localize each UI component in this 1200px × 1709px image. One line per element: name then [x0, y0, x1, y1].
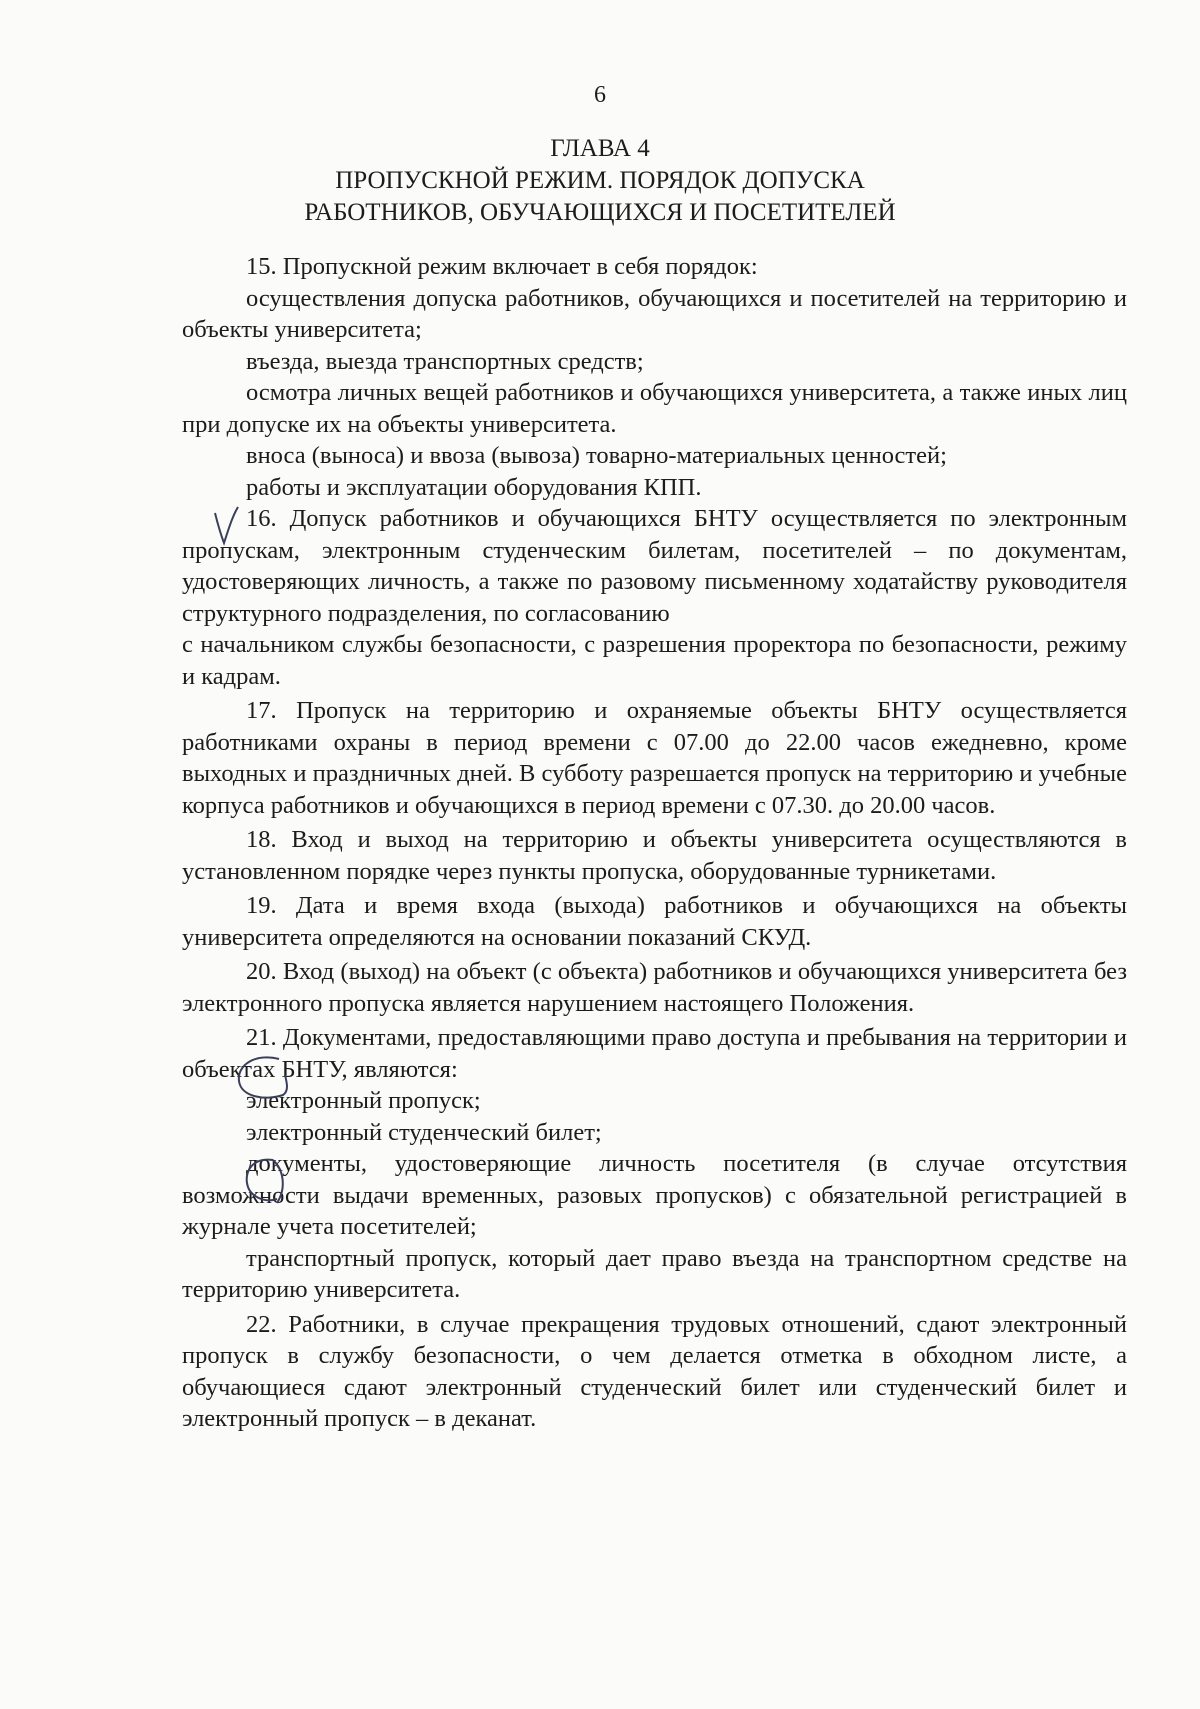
chapter-subtitle-line-1: ПРОПУСКНОЙ РЕЖИМ. ПОРЯДОК ДОПУСКА: [335, 167, 865, 194]
paragraph-15-item-5: работы и эксплуатации оборудования КПП.: [246, 473, 702, 501]
paragraph-21-item-1: электронный пропуск;: [246, 1087, 481, 1114]
chapter-title: ГЛАВА 4: [550, 135, 650, 162]
paragraph-17: 17. Пропуск на территорию и охраняемые объекты БНТУ осуществляется работниками охраны в период времени с 07.00 до 22.00 часов ежедневно, кроме выходных и праздничных дней. В субботу разрешается пропуск на территорию и учебные корпуса работников и обучающихся в период времени с 07.30. до 20.00 часов.: [182, 697, 1127, 819]
paragraph-15: 15. Пропускной режим включает в себя порядок:: [246, 253, 758, 280]
paragraph-21: 21. Документами, предоставляющими право доступа и пребывания на территории и объектах БНТУ, являются:: [182, 1024, 1127, 1083]
paragraph-21-item-2: электронный студенческий билет;: [246, 1118, 602, 1146]
paragraph-20: 20. Вход (выход) на объект (с объекта) работников и обучающихся университета без электронного пропуска является нарушением настоящего Положения.: [182, 958, 1127, 1017]
paragraph-16: 16. Допуск работников и обучающихся БНТУ осуществляется по электронным пропускам, электронным студенческим билетам, посетителей – по документам, удостоверяющих личность, а также по разовому письменному ходатайству руководителя структурного подразделения, по согласованию: [182, 505, 1127, 627]
paragraph-19: 19. Дата и время входа (выхода) работников и обучающихся на объекты университета определяются на основании показаний СКУД.: [182, 892, 1127, 951]
paragraph-22: 22. Работники, в случае прекращения трудовых отношений, сдают электронный пропуск в службу безопасности, о чем делается отметка в обходном листе, а обучающиеся сдают электронный студенческий билет или студенческий билет и электронный пропуск – в деканат.: [182, 1310, 1127, 1432]
paragraph-15-item-2: въезда, выезда транспортных средств;: [246, 347, 644, 375]
page-number: 6: [594, 82, 606, 108]
paragraph-15-item-3: осмотра личных вещей работников и обучающихся университета, а также иных лиц при допуске их на объекты университета.: [182, 379, 1127, 438]
paragraph-16-continuation: с начальником службы безопасности, с разрешения проректора по безопасности, режиму и кадрам.: [182, 631, 1127, 690]
paragraph-18: 18. Вход и выход на территорию и объекты университета осуществляются в установленном порядке через пункты пропуска, оборудованные турникетами.: [182, 826, 1127, 885]
document-body: [182, 251, 1127, 1435]
chapter-subtitle-line-2: РАБОТНИКОВ, ОБУЧАЮЩИХСЯ И ПОСЕТИТЕЛЕЙ: [304, 199, 896, 226]
paragraph-21-item-4: транспортный пропуск, который дает право въезда на транспортном средстве на территорию университета.: [182, 1244, 1127, 1303]
paragraph-15-item-1: осуществления допуска работников, обучающихся и посетителей на территорию и объекты университета;: [182, 284, 1127, 343]
paragraph-15-item-4: вноса (выноса) и ввоза (вывоза) товарно-материальных ценностей;: [246, 442, 947, 469]
paragraph-21-item-3: документы, удостоверяющие личность посетителя (в случае отсутствия возможности выдачи временных, разовых пропусков) с обязательной регистрацией в журнале учета посетителей;: [182, 1150, 1127, 1240]
